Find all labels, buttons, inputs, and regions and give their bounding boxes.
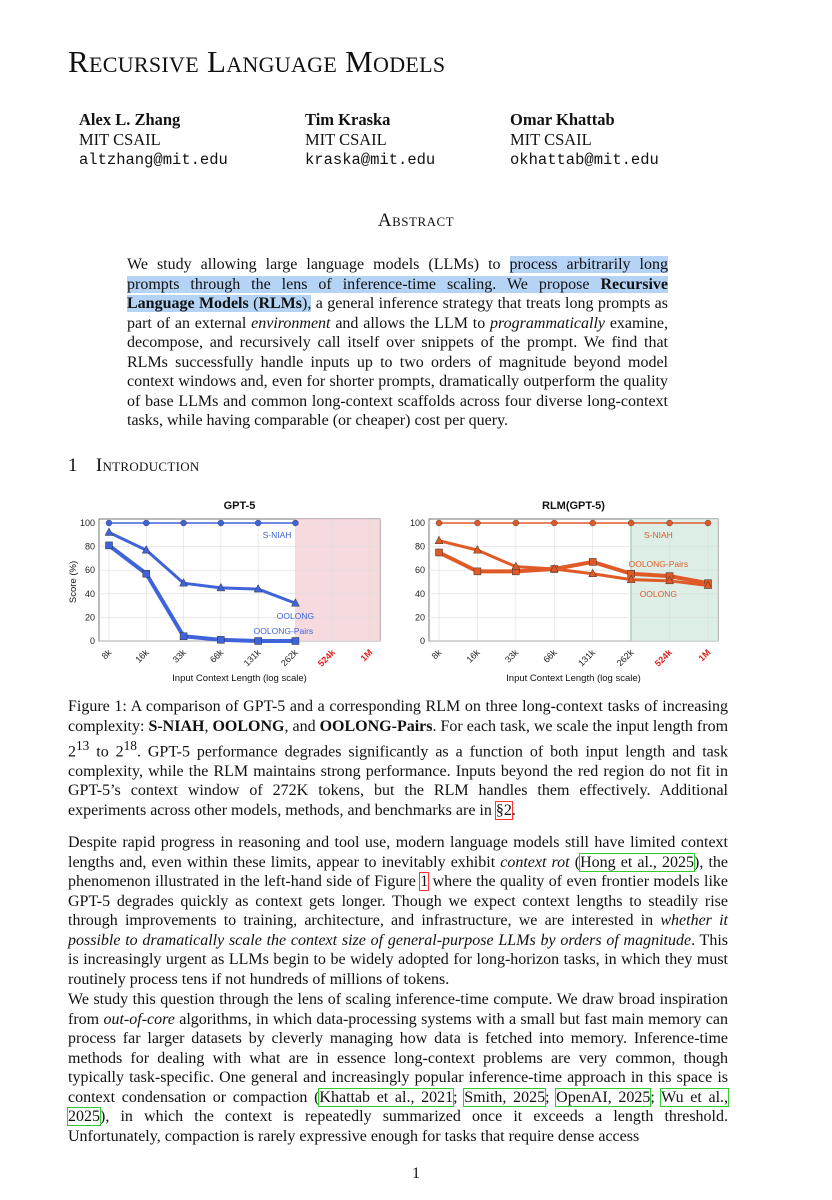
author-email[interactable]: okhattab@mit.edu <box>510 151 659 169</box>
data-point <box>628 520 634 526</box>
y-tick-label: 60 <box>84 565 95 576</box>
data-point <box>474 520 480 526</box>
author-3 <box>510 110 659 170</box>
intro-paragraph-2: We study this question through the lens of scaling inference-time compute. We draw broad inspiration from out-of-core algorithms, in which data-processing systems with a small but fast main memory can process far larger datasets by cleverly managing how data is fetched into memory. Inference-time methods for dealing with what are in essence long-context problems are very common, though typically task-specific. One general and increasingly popular inference-time approach in this space is context condensation or compaction (Khattab et al., 2021; Smith, 2025; OpenAI, 2025; Wu et al., 2025), in which the context is repeatedly summarized once it exceeds a length threshold. Unfortunately, compaction is rarely expressive enough for tasks that require dense access <box>68 991 729 1145</box>
author-email[interactable]: altzhang@mit.edu <box>79 151 228 169</box>
series-label: OOLONG-Pairs <box>253 626 314 636</box>
data-point <box>667 520 673 526</box>
citation-link[interactable]: Khattab et al., 2021 <box>319 1088 454 1106</box>
citation-link[interactable]: Hong et al., 2025 <box>580 853 695 871</box>
data-point <box>180 633 187 640</box>
series-label: S-NIAH <box>643 530 673 540</box>
x-tick-label: 33k <box>502 647 521 665</box>
x-tick-label: 66k <box>207 647 226 665</box>
section-ref-link[interactable]: §2 <box>495 801 512 819</box>
data-point <box>551 520 557 526</box>
x-tick-label: 262k <box>614 647 636 669</box>
y-tick-label: 20 <box>84 612 95 623</box>
intro-paragraph-1: Despite rapid progress in reasoning and tool use, modern language models still have limited context lengths and, even within these limits, appear to inevitably exhibit context rot (Hong et al., 2025), the phenomenon illustrated in the left-hand side of Figure 1 where the quality of even frontier models like GPT-5 degrades quickly as context gets longer. Though we expect context lengths to steadily rise through improvements to training, architecture, and infrastructure, we are interested in whether it possible to dramatically scale the context size of general-purpose LLMs by orders of magnitude. This is increasingly urgent as LLMs begin to be widely adopted for long-horizon tasks, in which they must routinely process tens if not hundreds of millions of tokens. <box>68 834 729 988</box>
chart-panel-1 <box>410 500 718 684</box>
data-point <box>218 520 224 526</box>
x-tick-label: 8k <box>429 647 444 662</box>
data-point <box>143 570 150 577</box>
figure-ref-link[interactable]: 1 <box>420 873 429 890</box>
abstract-heading: Abstract <box>377 210 455 231</box>
data-point <box>181 520 187 526</box>
figure-1-charts <box>68 500 768 690</box>
y-axis-label: Score (%) <box>68 560 79 604</box>
data-point <box>217 636 224 643</box>
series-label: OOLONG <box>639 588 678 599</box>
citation-link[interactable]: OpenAI, 2025 <box>556 1088 651 1106</box>
paper-title: Recursive Language Models <box>68 44 446 79</box>
data-point <box>292 638 299 645</box>
chart-title: RLM(GPT-5) <box>542 500 605 512</box>
y-tick-label: 80 <box>414 541 425 552</box>
data-point <box>255 638 262 645</box>
text-selection[interactable]: process arbitrarily long prompts through the lens of inference-time scaling. We propose Recursive Language Models (RLMs), <box>127 256 668 312</box>
author-1 <box>79 110 228 170</box>
x-tick-label: 262k <box>278 647 300 669</box>
x-tick-label: 8k <box>99 647 114 662</box>
data-point <box>106 542 113 549</box>
series-label: OOLONG <box>276 611 315 622</box>
y-tick-label: 40 <box>414 588 425 599</box>
y-tick-label: 40 <box>84 588 95 599</box>
x-tick-label: 1M <box>358 647 375 664</box>
shaded-region <box>295 519 380 641</box>
data-point <box>436 549 443 556</box>
y-tick-label: 100 <box>409 518 425 528</box>
figure-caption: Figure 1: A comparison of GPT-5 and a corresponding RLM on three long-context tasks of increasing complexity: S-NIAH, OOLONG, and OOLONG-Pairs. For each task, we scale the input length from $2^{13}$ to $2^{18}$. GPT-5 performance degrades significantly as a function of both input length and task complexity, while the RLM maintains strong performance. Inputs beyond the red region do not fit in GPT-5’s context window of 272K tokens, but the RLM handles them effectively. Additional experiments across other models, methods, and benchmarks are in §2. <box>68 698 729 819</box>
figure-1 <box>68 500 768 690</box>
x-axis-label: Input Context Length (log scale) <box>172 673 307 684</box>
data-point <box>436 520 442 526</box>
data-point <box>292 520 298 526</box>
author-name: Alex L. Zhang <box>79 110 181 129</box>
author-affiliation: MIT CSAIL <box>510 130 592 149</box>
x-tick-label: 16k <box>133 647 151 665</box>
citation-link[interactable]: Wu et al., 2025 <box>68 1088 729 1125</box>
y-tick-label: 80 <box>84 541 95 552</box>
chart-title: GPT-5 <box>223 500 256 512</box>
series-label: S-NIAH <box>262 530 292 540</box>
author-affiliation: MIT CSAIL <box>79 130 161 149</box>
y-tick-label: 60 <box>414 565 425 576</box>
section-heading: 1 Introduction <box>68 455 200 476</box>
data-point <box>705 520 711 526</box>
series-label: OOLONG-Pairs <box>628 559 689 570</box>
data-point <box>513 520 519 526</box>
data-point <box>106 520 112 526</box>
author-email[interactable]: kraska@mit.edu <box>305 151 436 169</box>
x-tick-label: 524k <box>315 647 338 669</box>
x-axis-label: Input Context Length (log scale) <box>506 673 641 684</box>
x-tick-label: 33k <box>170 647 188 665</box>
author-name: Omar Khattab <box>510 110 615 129</box>
y-tick-label: 100 <box>79 518 95 528</box>
y-tick-label: 0 <box>89 636 95 646</box>
author-affiliation: MIT CSAIL <box>305 130 387 149</box>
x-tick-label: 524k <box>652 647 674 669</box>
y-tick-label: 0 <box>419 636 425 646</box>
x-tick-label: 16k <box>464 647 482 665</box>
data-point <box>143 520 149 526</box>
x-tick-label: 131k <box>576 647 598 669</box>
citation-link[interactable]: Smith, 2025 <box>464 1088 546 1106</box>
x-tick-label: 66k <box>541 647 559 665</box>
y-tick-label: 20 <box>414 612 425 623</box>
data-point <box>474 568 481 575</box>
page-number: 1 <box>412 1165 420 1182</box>
x-tick-label: 131k <box>241 647 263 669</box>
author-name: Tim Kraska <box>305 110 391 129</box>
data-point <box>590 520 596 526</box>
chart-panel-0 <box>68 500 380 684</box>
data-point <box>255 520 261 526</box>
data-point <box>589 558 596 565</box>
x-tick-label: 1M <box>696 647 713 664</box>
author-2 <box>305 110 435 170</box>
abstract-text: We study allowing large language models (LLMs) to process arbitrarily long prompts through the lens of inference-time scaling. We propose Recursive Language Models (RLMs), a general inference strategy that treats long prompts as part of an external environment and allows the LLM to programmatically examine, decompose, and recursively call itself over snippets of the prompt. We find that RLMs successfully handle inputs up to two orders of magnitude beyond model context windows and, even for shorter prompts, dramatically outperform the quality of base LLMs and common long-context scaffolds across four diverse long-context tasks, while having comparable (or cheaper) cost per query. <box>127 256 669 429</box>
